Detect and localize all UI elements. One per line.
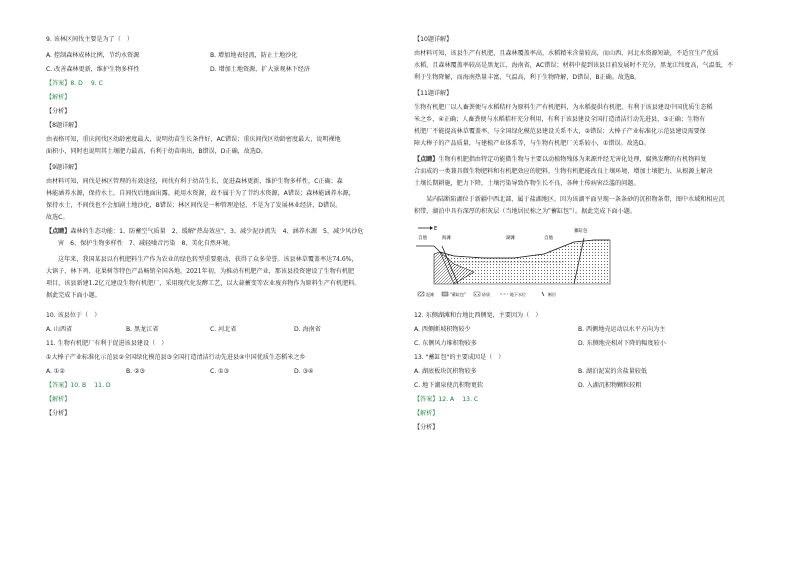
tip-block — [46, 228, 364, 235]
analysis-heading: 【分析】 — [46, 108, 71, 115]
tip-text: 森林的生态功能：1、防蓄空气质量 2、缓解"热岛效应"，3、减少泥沙流失 4、涵养水源 5、减少风沙危 — [70, 228, 364, 235]
detail-11-line: 障大棒子的产品质量，与建植产业体系等，与生物有机肥厂关系较小，①错误。故选D。 — [414, 140, 650, 147]
detail-10-tag: 【10题详解】 — [414, 36, 453, 43]
q12-stem: 12. 东侧湖滩和台地比西侧宽，主要因为（ ） — [414, 312, 542, 319]
material-line: 项目，该县新建1.2亿元建设生物有机肥厂，采用现代化发酵工艺，以大蒜蓄变等农业废弃物作为原料生产有机肥料。 — [46, 280, 361, 287]
tip-tag: 【点睛】 — [46, 228, 71, 235]
material-line: 大镇子、林下鸡、花果树等特色产品畅销全国各地。2021年初，为推动有机肥产业，那该县投资建设了生物有机肥 — [46, 268, 355, 275]
analysis-tag: 【解析】 — [46, 94, 71, 101]
legend-swatch — [418, 292, 424, 296]
legend-swatch — [542, 292, 544, 296]
q13-option-b[interactable]: B. 湖泊泥炭的含盐量较低 — [578, 368, 647, 375]
tip-block — [414, 156, 707, 163]
material-line: 积带，湖泊中具有深厚的积灰层（当地居民称之为"蓄缸包"）。据此完成下面小题。 — [414, 208, 636, 215]
q10-option-a[interactable]: A. 山西省 — [46, 326, 73, 333]
answer-10-11: 【答案】10. B 11. D — [46, 382, 111, 389]
analysis-tag: 【解析】 — [46, 396, 71, 403]
q9-option-c[interactable]: C. 改善森林更新，维护生物多样性 — [46, 66, 140, 73]
tip-text-cont: 合而成的一类兼具微生物肥料和有机肥效应的肥料，生物有机肥能改良土壤环境，增加土壤肥力，从根源上解决 — [414, 168, 713, 175]
material-line: 某内陆断陷湖位于新疆中西北部，属于盐湖地区。因为该湖平面呈现一条条砂的沉积物条带，图中水域和相应沉 — [426, 196, 725, 203]
detail-11-line: 生物有机肥厂以人畜粪便与水稻秸秆为原料生产有机肥料，为水稻提供有机肥，有利于该县建设中国优质生态稻 — [414, 104, 713, 111]
legend-label: "蓄缸包" — [450, 292, 466, 297]
detail-9-tag: 【9题详解】 — [46, 164, 81, 171]
tip-text: 生物有机肥指由特定功能微生物与主要以动植物残体为来源并经无害化处理，腐熟发酵的有机物料复 — [438, 156, 707, 163]
compass-label: E — [434, 226, 438, 232]
q9-option-d[interactable]: D. 增加土地资源，扩大景观林下经济 — [210, 66, 310, 73]
detail-11-line: 机肥厂不能提高林草覆盖率，与全国绿化模范县建设关系不大，②错误；大棒子产业标准化示范县建设需要保 — [414, 128, 706, 135]
diagram-label: 湖滩 — [506, 236, 515, 241]
detail-10-line: 由材料可知，该县生产有机肥，且森林覆盖率高，水稻精米含量较高，而山西、河北水资源短缺，不适宜生产优质 — [414, 50, 719, 57]
detail-10-line: 水稻，且森林覆盖率较高是黑龙江、海南省，AC错误；材料中提到该县目前发展时不充分，黑龙江纬度高，气温低，不 — [414, 62, 734, 69]
q13-option-c[interactable]: C. 地下潮泉使沉积物更软 — [414, 382, 484, 389]
diagram-label: 自他 — [544, 236, 553, 241]
analysis-tag: 【解析】 — [414, 410, 439, 417]
q11-stem: 11. 生物有机肥厂有利于促进该县建设（ ） — [46, 340, 168, 347]
q10-option-c[interactable]: C. 河北省 — [210, 326, 237, 333]
legend-label: 砂质 — [482, 292, 490, 297]
legend-label: 地下水位 — [510, 292, 526, 297]
q9-option-b[interactable]: B. 增加地表径流，防止土地沙化 — [210, 52, 298, 59]
detail-8-line: 面积小，同时也说明其土壤肥力最高，有利于幼苗萌出，B错误，D正确，故选D。 — [46, 148, 267, 155]
compass-arrowhead — [430, 226, 433, 230]
legend-label: 泥滩 — [426, 292, 434, 297]
detail-8-line: 由表格可知，重庆间伐区幼龄密度最大，说明幼苗生长条件好，AC错误；重庆间伐区幼龄密度最大，说明裸地 — [46, 136, 341, 143]
detail-11-line: 米之乡，④正确；人畜粪便与水稻秸秆充分利用，有利于该县建设全国打造清洁行动先进县，③正确；生物有 — [414, 116, 706, 123]
q9-stem: 9. 该林区间伐主要是为了（ ） — [46, 36, 133, 43]
analysis-heading: 【分析】 — [414, 424, 439, 431]
q9-option-a[interactable]: A. 控制森林成林比例，节约水资源 — [46, 52, 140, 59]
q13-option-d[interactable]: D. 入湖沉积物颗粒较粗 — [578, 382, 642, 389]
analysis-heading: 【分析】 — [46, 410, 71, 417]
q10-stem: 10. 该县位于（ ） — [46, 312, 101, 319]
detail-9-line: 保持水土，不间伐也不会加剧土地沙化，B错误；林区间伐是一种管理途径，不是为了发展林业经济，D错误。 — [46, 202, 342, 209]
answer-12-13: 【答案】12. A 13. C — [414, 396, 479, 403]
legend-swatch — [442, 292, 448, 296]
material-line: 据此完成下面小题。 — [46, 292, 101, 299]
detail-11-tag: 【11题详解】 — [414, 90, 453, 97]
detail-9-line: 由材料可知，间伐是林区管理的有效途径，间伐有利于幼苗生长，促进森林更新，维护生物多样性，C正确；森 — [46, 178, 343, 185]
diagram-label: 自他 — [418, 236, 427, 241]
q11-option-b[interactable]: B. ②③ — [126, 368, 145, 375]
material-line: 这年来，我国某县以有机肥料生产作为农业的绿色转型重要驱动，获得了众多荣誉。该县林草覆盖率达74.6%， — [58, 256, 358, 263]
q12-option-d[interactable]: D. 东侧地壳相对下降的幅度较小 — [578, 340, 666, 347]
q11-statements: ①大棒子产业标准化示范县②全国绿化模范县③全国打造清洁行动先进县④中国优质生态稻米之乡 — [46, 354, 306, 361]
legend-swatch — [474, 292, 480, 296]
q10-option-d[interactable]: D. 海南省 — [294, 326, 321, 333]
q10-option-b[interactable]: B. 黑龙江省 — [126, 326, 159, 333]
tip-text-cont: 土壤长期耕施，肥力下降，土壤污染导致作物生长不良，各种土传病害泛滥的问题。 — [414, 180, 640, 187]
q13-stem: 13. "蓄缸包"的主要成因是（ ） — [414, 354, 505, 361]
q12-option-b[interactable]: B. 西侧地壳运动以水平方向为主 — [578, 326, 666, 333]
q11-option-c[interactable]: C. ①③ — [210, 368, 230, 375]
detail-9-line: 故选C。 — [46, 214, 69, 221]
q11-option-a[interactable]: A. ①② — [46, 368, 65, 375]
tip-text-cont: 害 6、保护生物多样性 7、减轻噪音污染 8、美化自然环境。 — [58, 240, 235, 247]
q13-option-a[interactable]: A. 湖底板块沉积物较多 — [414, 368, 477, 375]
tip-tag: 【点睛】 — [414, 156, 439, 163]
diagram-label: 海滩 — [442, 236, 451, 241]
q12-option-c[interactable]: C. 东侧风力堆积物较多 — [414, 340, 477, 347]
q12-option-a[interactable]: A. 西侧断坡积物较少 — [414, 326, 471, 333]
lake-cross-section-diagram — [414, 224, 614, 306]
detail-10-line: 利于生物降解，而海南热量丰富，气温高，利于生物降解，D错误，B正确。故选B。 — [414, 74, 641, 81]
detail-8-tag: 【8题详解】 — [46, 122, 81, 129]
q11-option-d[interactable]: D. ③④ — [294, 368, 314, 375]
legend-label: 断层 — [548, 292, 556, 297]
detail-9-line: 林能涵养水源，保持水土，自间伐后地面出露，耗用水资源，故不属于为了节约水资源，A错误；森林能涵养水源， — [46, 190, 355, 197]
answer-8-9: 【答案】8. D 9. C — [46, 80, 103, 87]
diagram-label: 蓄缸包 — [574, 229, 588, 234]
